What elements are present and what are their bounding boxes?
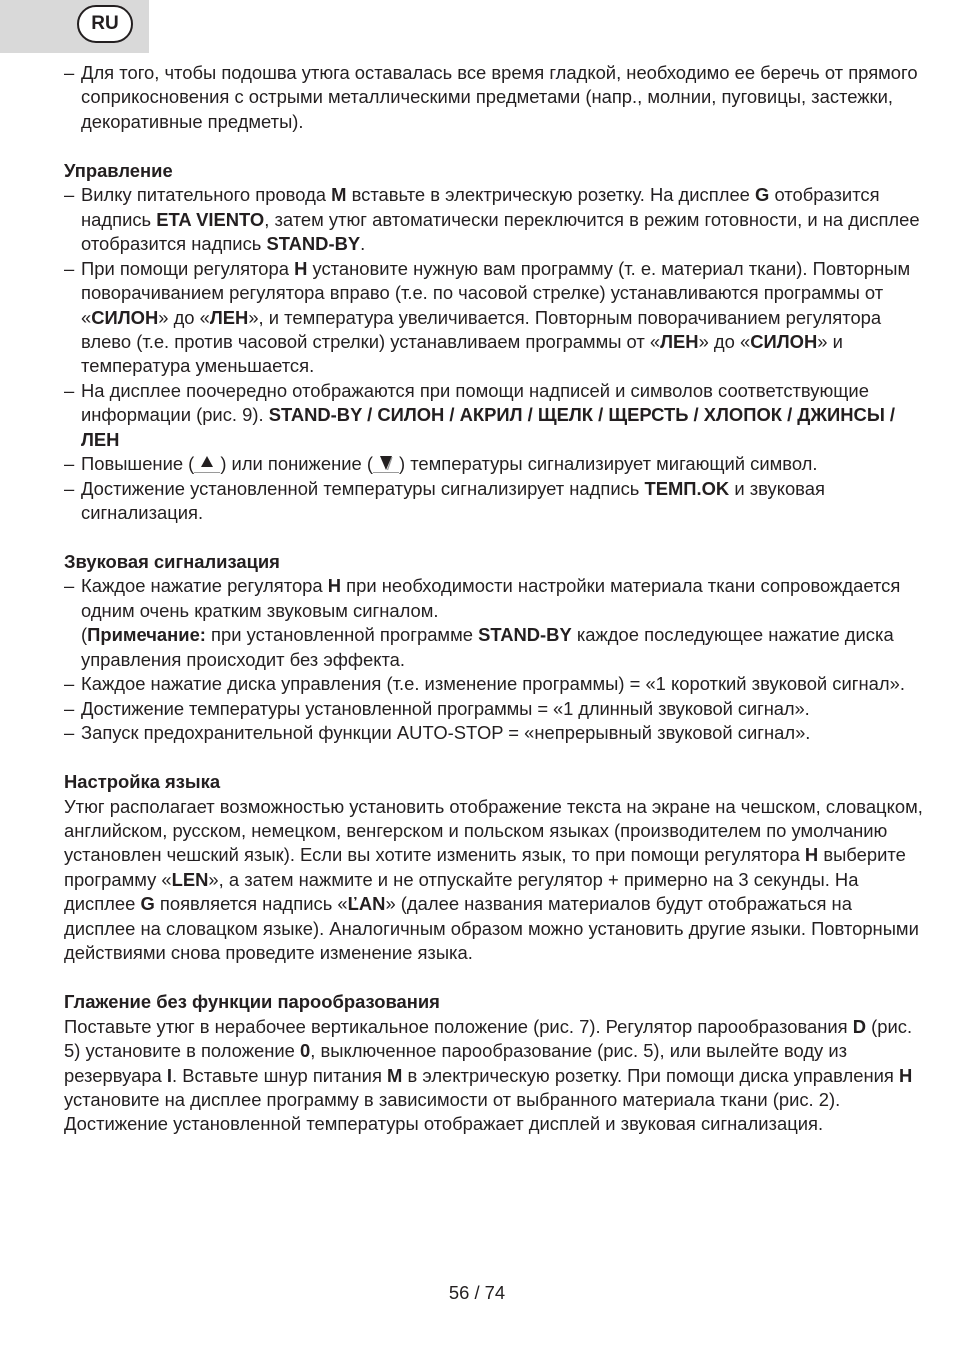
text-run: Достижение температуры установленной программы = «1 длинный звуковой сигнал». xyxy=(81,697,810,719)
bold-run: 0 xyxy=(300,1040,311,1062)
text-run: (рис. 5) установите в положение xyxy=(64,1015,913,1062)
text-run: Каждое нажатие регулятора xyxy=(81,575,328,597)
list-dash: – xyxy=(64,62,75,83)
text-run: ) или понижение ( xyxy=(220,453,373,475)
bold-run: STAND-BY xyxy=(478,624,572,646)
sound-item-1 xyxy=(64,574,924,623)
bold-run: H xyxy=(327,575,342,597)
up-triangle-icon xyxy=(194,452,220,473)
nosteam-paragraph xyxy=(64,1015,924,1137)
text-run: » (далее названия материалов будут отображаться на дисплее на словацком языке). Аналогичным образом можно установить другие языки. Повторными действиями снова проведите изменение языка. xyxy=(64,893,919,964)
list-dash: – xyxy=(64,257,75,279)
text-run: Повышение ( xyxy=(81,453,195,475)
text-run: » до « xyxy=(698,330,751,352)
section-heading-sound: Звуковая сигнализация xyxy=(64,551,280,573)
bold-run: H xyxy=(294,257,308,279)
sound-note xyxy=(64,623,924,672)
bold-run: STAND-BY xyxy=(266,233,361,255)
bold-run: ETA VIENTO xyxy=(156,208,265,230)
section-heading-control: Управление xyxy=(64,159,173,181)
language-badge: RU xyxy=(77,5,133,43)
list-dash: – xyxy=(64,379,75,401)
bold-run: СИЛОН xyxy=(91,306,159,328)
list-dash: – xyxy=(64,477,75,499)
sound-item-4 xyxy=(64,721,924,745)
text-run: » до « xyxy=(158,306,210,328)
text-run: Достижение установленной температуры сигнализирует надпись xyxy=(81,477,645,499)
text-run: каждое последующее нажатие диска управления происходит без эффекта. xyxy=(81,624,894,670)
bold-run: ТЕМП.OK xyxy=(644,477,730,499)
down-triangle-icon xyxy=(373,452,399,473)
list-dash: – xyxy=(64,722,75,744)
text-run: появляется надпись « xyxy=(154,893,348,915)
language-paragraph xyxy=(64,795,924,966)
sound-item-3 xyxy=(64,697,924,721)
intro-paragraph xyxy=(64,61,924,134)
text-run: в электрическую розетку. При помощи диска управления xyxy=(402,1064,899,1086)
text-run: », и температура увеличивается. Повторным поворачиванием регулятора влево (т.е. против часовой стрелки) устанавливаем программы от « xyxy=(81,306,882,352)
text-run: установите на дисплее программу в зависимости от выбранного материала ткани (рис. 2). Достижение установленной температуры отображает дисплей и звуковая сигнализация. xyxy=(64,1088,841,1135)
bold-run: STAND-BY / СИЛОН / АКРИЛ / ЩЕЛК / ЩЕРСТЬ / ХЛОПОК / ДЖИНСЫ / ЛЕН xyxy=(81,404,896,450)
bold-run: H xyxy=(898,1064,913,1086)
text-run: при необходимости настройки материала ткани сопровождается одним очень кратким звуковым сигналом. xyxy=(81,575,901,621)
sound-item-2 xyxy=(64,672,924,696)
text-run: , выключенное парообразование (рис. 5), или вылейте воду из резервуара xyxy=(64,1040,848,1086)
bold-run: G xyxy=(755,184,770,206)
section-heading-nosteam: Глажение без функции парообразования xyxy=(64,991,440,1013)
bold-run: Примечание: xyxy=(87,624,206,646)
bold-run: LEN xyxy=(171,868,209,890)
text-run: . Вставьте шнур питания xyxy=(172,1064,388,1086)
control-item-5 xyxy=(64,477,924,526)
text-run: ) температуры сигнализирует мигающий символ. xyxy=(398,453,818,475)
text-run: установите нужную вам программу (т. е. материал ткани). Повторным поворачиванием регулятора вправо (т.е. по часовой стрелке) устанавливаются программы от « xyxy=(81,257,911,328)
text-run: На дисплее поочередно отображаются при помощи надписей и символов соответствующие информации (рис. 9). xyxy=(81,379,869,426)
text-run: Поставьте утюг в нерабочее вертикальное положение (рис. 7). Регулятор парообразования xyxy=(64,1015,853,1037)
list-dash: – xyxy=(64,575,75,597)
control-item-2 xyxy=(64,257,924,379)
text-run: », а затем нажмите и не отпускайте регулятор + примерно на 3 секунды. На дисплее xyxy=(64,868,859,915)
list-dash: – xyxy=(64,673,75,695)
text-run: Утюг располагает возможностью установить отображение текста на экране на чешском, словацком, английском, русском, немецком, венгерском и польском языках (производителем по умолчанию установлен чешский язык). Если вы хотите изменить язык, то при помощи регулятора xyxy=(64,795,923,866)
text-run: выберите программу « xyxy=(64,844,906,890)
control-item-1 xyxy=(64,183,924,256)
bold-run: H xyxy=(804,844,819,866)
control-item-3 xyxy=(64,379,924,452)
text-run: ( xyxy=(81,624,88,646)
text-run: » и температура уменьшается. xyxy=(81,330,843,377)
bold-run: I xyxy=(166,1064,173,1086)
list-dash: – xyxy=(64,697,75,719)
control-item-4 xyxy=(64,452,924,476)
language-tab xyxy=(0,0,149,53)
bold-run: M xyxy=(387,1064,403,1086)
list-dash: – xyxy=(64,184,75,206)
intro-text: Для того, чтобы подошва утюга оставалась все время гладкой, необходимо ее беречь от прямого соприкосновения с острыми металлическими предметами (напр., молнии, пуговицы, застежки, декоративные предметы). xyxy=(81,62,918,132)
text-run: При помощи регулятора xyxy=(81,257,295,279)
bold-run: ЛЕН xyxy=(209,306,249,328)
bold-run: D xyxy=(852,1015,867,1037)
text-run: . xyxy=(360,233,366,255)
text-run: и звуковая сигнализация. xyxy=(81,477,825,524)
text-run: Запуск предохранительной функции AUTO-STOP = «непрерывный звуковой сигнал». xyxy=(81,722,811,744)
text-run: Каждое нажатие диска управления (т.е. изменение программы) = «1 короткий звуковой сигнал». xyxy=(81,673,905,695)
bold-run: M xyxy=(331,184,347,206)
text-run: Вилку питательного провода xyxy=(81,184,332,206)
text-run: вставьте в электрическую розетку. На дисплее xyxy=(346,184,756,206)
page-content xyxy=(64,61,924,1137)
bold-run: ĽAN xyxy=(347,893,386,915)
bold-run: СИЛОН xyxy=(750,330,818,352)
text-run: отобразится надпись xyxy=(81,184,880,230)
section-heading-language: Настройка языка xyxy=(64,771,221,793)
bold-run: ЛЕН xyxy=(660,330,699,352)
bold-run: G xyxy=(140,893,155,915)
page-number: 56 / 74 xyxy=(448,1282,506,1303)
list-dash: – xyxy=(64,453,75,475)
text-run: при установленной программе xyxy=(205,624,479,646)
text-run: , затем утюг автоматически переключится в режим готовности, и на дисплее отобразится надпись xyxy=(81,208,920,255)
